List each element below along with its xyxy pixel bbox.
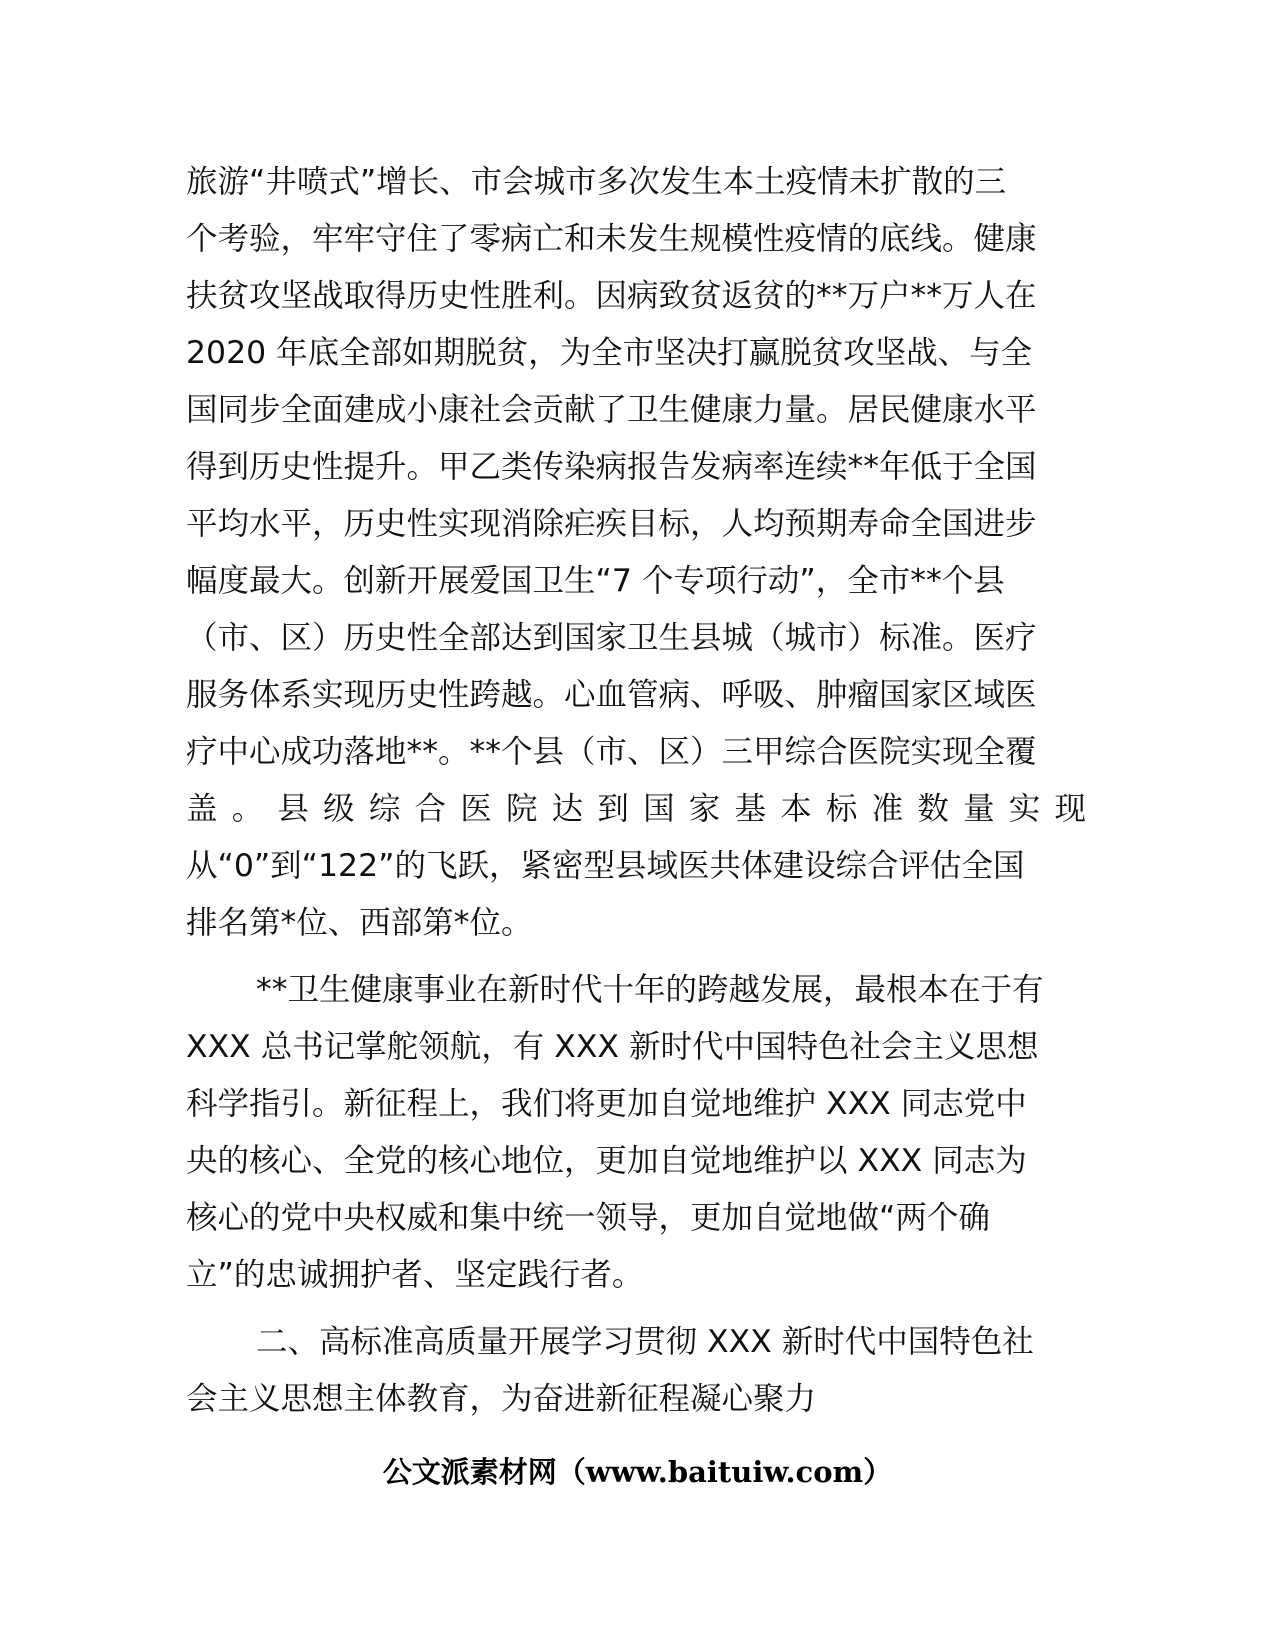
- text-line: 从“0”到“122”的飞跃，紧密型县域医共体建设综合评估全国: [186, 848, 1025, 884]
- text-line: 国同步全面建成小康社会贡献了卫生健康力量。居民健康水平: [186, 392, 1037, 428]
- text-line: 科学指引。新征程上，我们将更加自觉地维护 XXX 同志党中: [186, 1086, 1027, 1122]
- text-line: **卫生健康事业在新时代十年的跨越发展，最根本在于有: [256, 972, 1044, 1008]
- heading-line: 会主义思想主体教育，为奋进新征程凝心聚力: [186, 1381, 817, 1417]
- paragraph-achievements: [186, 154, 1086, 952]
- paragraph-gap: [186, 1304, 1086, 1314]
- text-line: 疗中心成功落地**。**个县（市、区）三甲综合医院实现全覆: [186, 734, 1037, 770]
- text-line: 幅度最大。创新开展爱国卫生“7 个专项行动”，全市**个县: [186, 563, 1005, 599]
- footer-watermark: 公文派素材网（www.baituiw.com）: [382, 1455, 893, 1489]
- document-body: [186, 154, 1086, 1428]
- section-heading-2: [186, 1314, 1086, 1428]
- text-line: 扶贫攻坚战取得历史性胜利。因病致贫返贫的**万户**万人在: [186, 278, 1037, 314]
- text-line: 旅游“井喷式”增长、市会城市多次发生本土疫情未扩散的三: [186, 164, 1007, 200]
- text-line: 2020 年底全部如期脱贫，为全市坚决打赢脱贫攻坚战、与全: [186, 335, 1033, 371]
- text-line: 央的核心、全党的核心地位，更加自觉地维护以 XXX 同志为: [186, 1143, 1027, 1179]
- text-line: XXX 总书记掌舵领航，有 XXX 新时代中国特色社会主义思想: [186, 1029, 1039, 1065]
- text-line: 核心的党中央权威和集中统一领导，更加自觉地做“两个确: [186, 1200, 990, 1236]
- paragraph-conclusion: [186, 962, 1086, 1304]
- text-line: 排名第*位、西部第*位。: [186, 905, 533, 941]
- text-line: 平均水平，历史性实现消除疟疾目标，人均预期寿命全国进步: [186, 506, 1037, 542]
- text-line: （市、区）历史性全部达到国家卫生县城（城市）标准。医疗: [186, 620, 1037, 656]
- heading-line: 二、高标准高质量开展学习贯彻 XXX 新时代中国特色社: [256, 1324, 1034, 1360]
- text-line: 个考验，牢牢守住了零病亡和未发生规模性疫情的底线。健康: [186, 221, 1037, 257]
- text-line: 得到历史性提升。甲乙类传染病报告发病率连续**年低于全国: [186, 449, 1037, 485]
- text-line: 盖。县级综合医院达到国家基本标准数量实现: [186, 791, 1086, 827]
- paragraph-gap: [186, 952, 1086, 962]
- text-line: 服务体系实现历史性跨越。心血管病、呼吸、肿瘤国家区域医: [186, 677, 1037, 713]
- text-line: 立”的忠诚拥护者、坚定践行者。: [186, 1257, 644, 1293]
